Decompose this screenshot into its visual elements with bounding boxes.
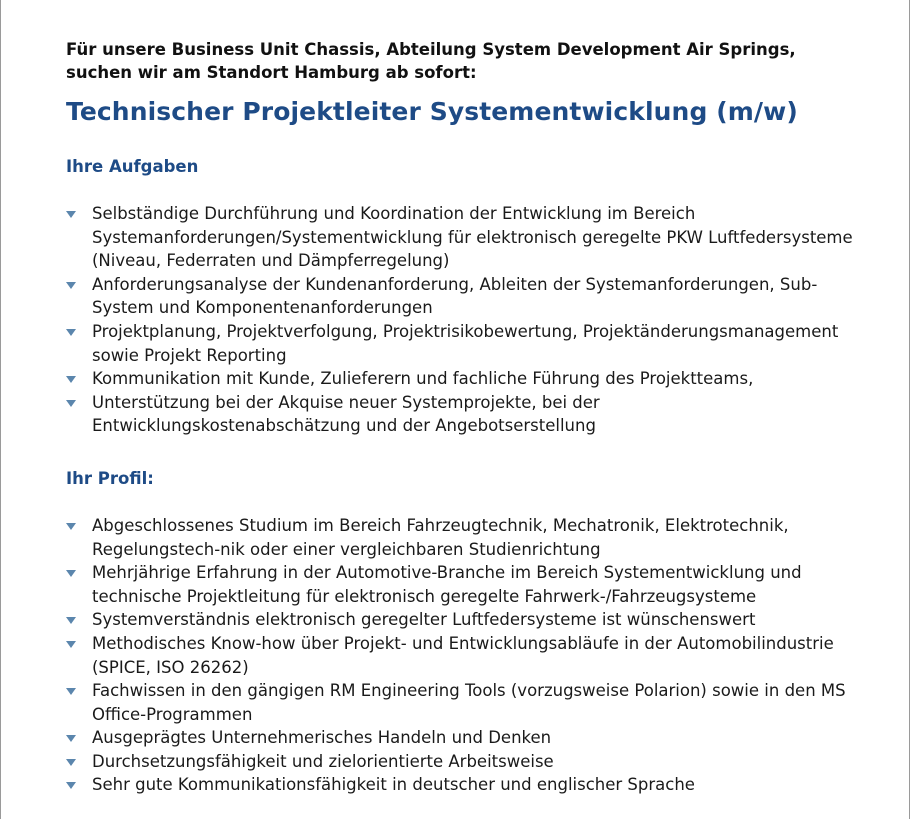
triangle-down-icon <box>66 282 76 289</box>
triangle-down-icon <box>66 688 76 695</box>
triangle-down-icon <box>66 570 76 577</box>
triangle-down-icon <box>66 735 76 742</box>
list-item-text: Ausgeprägtes Unternehmerisches Handeln und Denken <box>92 728 552 748</box>
section-heading-profile: Ihr Profil: <box>66 468 154 488</box>
list-item <box>66 726 866 750</box>
list-item-text: Mehrjährige Erfahrung in der Automotive-Branche im Bereich Systementwicklung und technische Projektleitung für elektronisch geregelte Fahrwerk-/Fahrzeugsysteme <box>92 563 802 606</box>
triangle-down-icon <box>66 641 76 648</box>
tasks-list <box>66 202 866 438</box>
list-item-text: Kommunikation mit Kunde, Zulieferern und fachliche Führung des Projektteams, <box>92 369 754 389</box>
list-item-text: Abgeschlossenes Studium im Bereich Fahrzeugtechnik, Mechatronik, Elektrotechnik, Regelungstech-nik oder einer vergleichbaren Studienrichtung <box>92 515 789 559</box>
profile-list <box>66 514 866 797</box>
triangle-down-icon <box>66 400 76 407</box>
list-item <box>66 608 866 632</box>
triangle-down-icon <box>66 782 76 789</box>
list-item-text: Durchsetzungsfähigkeit und zielorientierte Arbeitsweise <box>92 751 554 771</box>
triangle-down-icon <box>66 329 76 336</box>
triangle-down-icon <box>66 376 76 383</box>
list-item <box>66 320 866 367</box>
list-item-text: Methodisches Know-how über Projekt- und Entwicklungsabläufe in der Automobilindustrie (SPICE, ISO 26262) <box>92 633 834 677</box>
list-item <box>66 273 866 320</box>
list-item-text: Fachwissen in den gängigen RM Engineering Tools (vorzugsweise Polarion) sowie in den MS Office-Programmen <box>92 681 846 724</box>
list-item-text: Systemverständnis elektronisch geregelter Luftfedersysteme ist wünschenswert <box>92 610 756 630</box>
list-item-text: Selbständige Durchführung und Koordination der Entwicklung im Bereich Systemanforderungen/Systementwicklung für elektronisch geregelte PKW Luftfedersysteme (Niveau, Federraten und Dämpferregelung) <box>92 204 853 271</box>
job-posting <box>66 38 866 797</box>
list-item <box>66 561 866 608</box>
list-item <box>66 773 866 797</box>
triangle-down-icon <box>66 617 76 624</box>
list-item <box>66 514 866 561</box>
list-item <box>66 202 866 273</box>
list-item <box>66 367 866 391</box>
list-item-text: Projektplanung, Projektverfolgung, Projektrisikobewertung, Projektänderungsmanagement sowie Projekt Reporting <box>92 321 839 365</box>
intro-text: Für unsere Business Unit Chassis, Abteilung System Development Air Springs, suchen wir am Standort Hamburg ab sofort: <box>66 40 796 82</box>
section-heading-tasks: Ihre Aufgaben <box>66 157 199 176</box>
list-item <box>66 391 866 438</box>
triangle-down-icon <box>66 759 76 766</box>
list-item <box>66 679 866 726</box>
list-item-text: Unterstützung bei der Akquise neuer Systemprojekte, bei der Entwicklungskostenabschätzung und der Angebotserstellung <box>92 392 600 436</box>
list-item-text: Sehr gute Kommunikationsfähigkeit in deutscher und englischer Sprache <box>92 775 695 795</box>
list-item <box>66 750 866 774</box>
triangle-down-icon <box>66 523 76 530</box>
list-item-text: Anforderungsanalyse der Kundenanforderung, Ableiten der Systemanforderungen, Sub-System und Komponentenanforderungen <box>92 274 818 318</box>
job-title: Technischer Projektleiter Systementwicklung (m/w) <box>66 97 798 126</box>
triangle-down-icon <box>66 211 76 218</box>
list-item <box>66 632 866 679</box>
